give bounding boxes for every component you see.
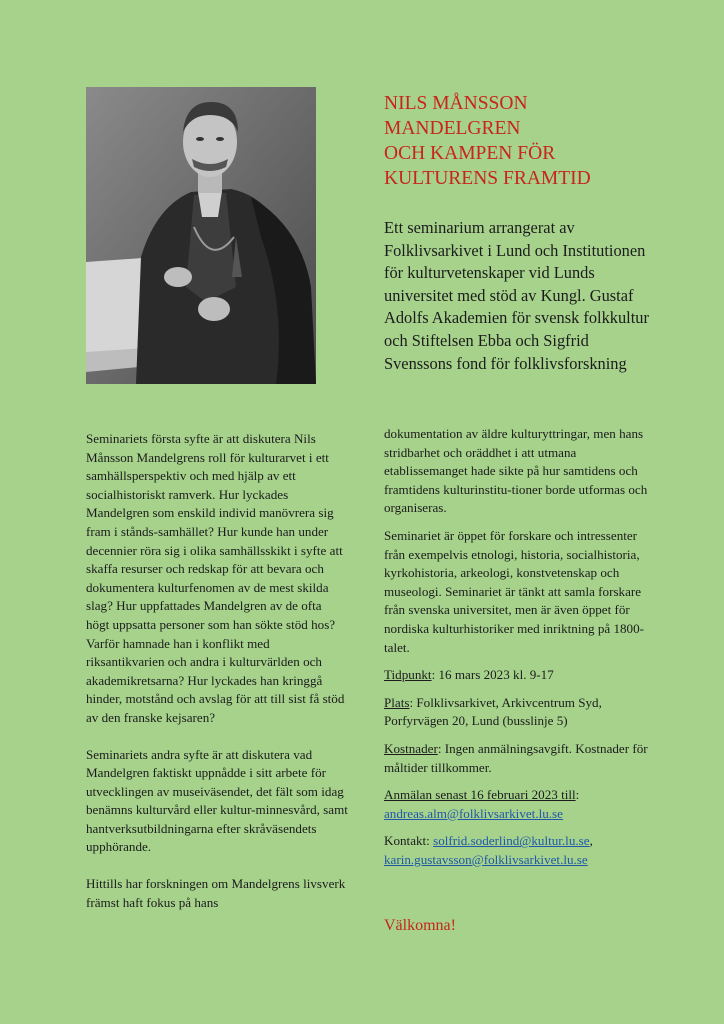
- paragraph-continuation: dokumentation av äldre kulturyttringar, men hans stridbarhet och oräddhet i att utmana etablissemanget hade sikte på hur samtidens och framtidens kulturinstitu-tioner borde utformas och organiseras.: [384, 426, 648, 516]
- right-column: [384, 425, 654, 878]
- cost-label: Kostnader: [384, 740, 438, 756]
- registration-info: [384, 786, 654, 823]
- welcome-text: Välkomna!: [384, 917, 456, 934]
- place-value: : Folklivsarkivet, Arkivcentrum Syd, Porfyrvägen 20, Lund (busslinje 5): [384, 694, 602, 729]
- cost-value: : Ingen anmälningsavgift. Kostnader för måltider tillkommer.: [384, 740, 648, 775]
- title-line: OCH KAMPEN FÖR: [384, 143, 556, 164]
- title-line: NILS MÅNSSON: [384, 93, 528, 114]
- registration-email-link[interactable]: andreas.alm@folklivsarkivet.lu.se: [384, 805, 563, 821]
- paragraph-research: Hittills har forskningen om Mandelgrens livsverk främst haft fokus på hans: [86, 876, 346, 910]
- portrait-photo: [86, 87, 316, 384]
- title-line: MANDELGREN: [384, 118, 521, 139]
- cost-info: [384, 740, 654, 777]
- seminar-title: [384, 91, 704, 191]
- time-value: : 16 mars 2023 kl. 9-17: [431, 667, 554, 683]
- portrait-icon: [86, 87, 316, 384]
- paragraph-openness: Seminariet är öppet för forskare och intressenter från exempelvis etnologi, historia, socialhistoria, kyrkohistoria, arkeologi, konstvetenskap och museologi. Seminariet är tänkt att samla forskare från svenska universitet, men är även öppet för nordiska kulturhistoriker med inriktning på 1800-talet.: [384, 527, 645, 655]
- intro-text: Ett seminarium arrangerat av Folklivsarkivet i Lund och Institutionen för kulturvetenskaper vid Lunds universitet med stöd av Kungl. Gustaf Adolfs Akademien för svensk folkkultur och Stiftelsen Ebba och Sigfrid Svenssons fond för folklivsforskning: [384, 218, 649, 373]
- contact-email-link-2[interactable]: karin.gustavsson@folklivsarkivet.lu.se: [384, 851, 588, 867]
- time-info: [384, 666, 654, 685]
- contact-label: Kontakt:: [384, 833, 434, 849]
- registration-colon: :: [575, 787, 580, 803]
- contact-email-link-1[interactable]: solfrid.soderlind@kultur.lu.se: [433, 833, 590, 849]
- title-line: KULTURENS FRAMTID: [384, 168, 591, 189]
- place-label: Plats: [384, 694, 410, 710]
- registration-label: Anmälan senast 16 februari 2023 till: [384, 787, 576, 803]
- time-label: Tidpunkt: [384, 667, 432, 683]
- left-column: [86, 430, 348, 930]
- paragraph-first-purpose: Seminariets första syfte är att diskutera Nils Månsson Mandelgrens roll för kulturarvet i ett samhällsperspektiv och med hjälp av ett socialhistoriskt ramverk. Hur lyckades Mandelgren som enskild individ manövrera sig fram i stånds-samhället? Hur kunde han under decennier röra sig i olika samhällsskikt i syfte att skaffa resurser och redskap för att bevara och dokumentera kulturfenomen av de mest skilda slag? Hur uppfattades Mandelgren av de ofta högt uppsatta personer som han sökte stöd hos? Varför hamnade han i konflikt med riksantikvarien och andra i kulturvärlden och akademikretsarna? Hur lyckades han kringgå hinder, motstånd och avslag för att till sist få stöd av den franske kejsaren?: [86, 431, 345, 725]
- contact-info: [384, 832, 654, 869]
- paragraph-second-purpose: Seminariets andra syfte är att diskutera vad Mandelgren faktiskt uppnådde i sitt arbete för utvecklingen av museiväsendet, det fält som idag benämns kulturvård eller kultur-minnesvård, samt hantverksutbildningarna efter skråväsendets upphörande.: [86, 746, 348, 855]
- place-info: [384, 694, 654, 731]
- contact-separator: ,: [589, 833, 593, 849]
